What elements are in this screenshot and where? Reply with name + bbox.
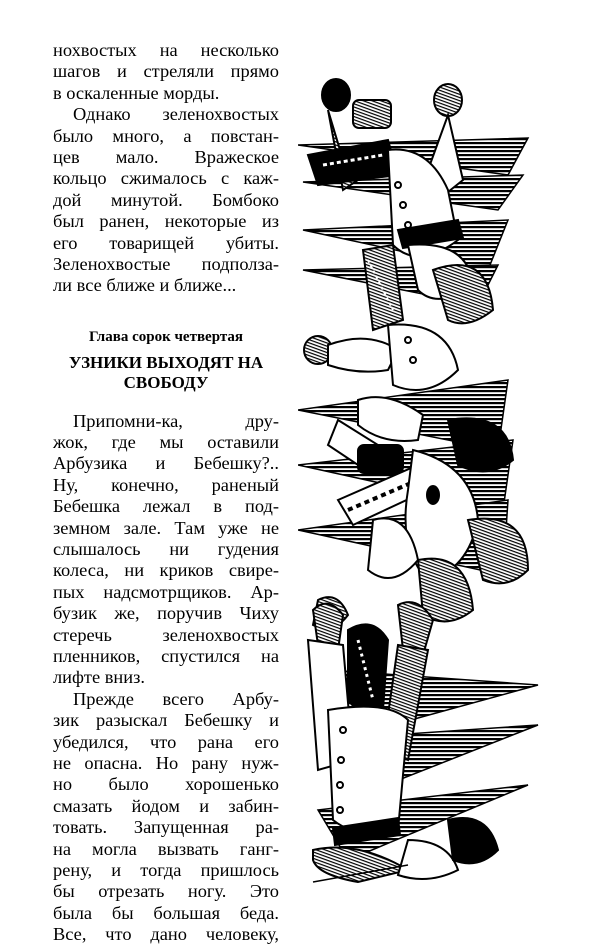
text-line: шагов и стреляли прямо <box>53 61 279 82</box>
text-line: Арбузика и Бебешку?.. <box>53 453 279 474</box>
text-line: не опасна. Но рану нуж- <box>53 752 279 773</box>
chapter-number: Глава сорок четвертая <box>88 328 244 345</box>
text-line: дой минутой. Бомбоко <box>53 189 279 210</box>
text-line: был ранен, некоторые из <box>53 211 279 232</box>
text-line: но было хорошенько <box>53 774 279 795</box>
text-line: рену, и тогда пришлось <box>53 859 279 880</box>
text-line: колеса, ни криков свире- <box>53 560 279 581</box>
text-line: лифте вниз. <box>53 667 145 688</box>
text-line: слышалось ни гудения <box>53 539 279 560</box>
text-line: земном зале. Там уже не <box>53 517 279 538</box>
text-line: Припомни-ка, дру- <box>73 410 279 431</box>
text-line: цев мало. Вражеское <box>53 146 279 167</box>
text-line: кольцо сжималось с каж- <box>53 168 279 189</box>
text-line: на могла вызвать ганг- <box>53 838 279 859</box>
chapter-title-line-2: СВОБОДУ <box>123 372 209 392</box>
spacer <box>53 393 279 411</box>
text-line: товать. Запущенная ра- <box>53 817 279 838</box>
text-column <box>53 40 279 945</box>
crocodile-soldiers-illustration <box>298 70 548 885</box>
text-line: пых надсмотрщиков. Ар- <box>53 581 279 602</box>
text-line: была бы большая беда. <box>53 902 279 923</box>
text-line: бузик же, поручив Чиху <box>53 603 279 624</box>
text-line: его товарищей убиты. <box>53 232 279 253</box>
text-line: жок, где мы оставили <box>53 432 279 453</box>
text-line: в оскаленные морды. <box>53 82 220 103</box>
text-line: смазать йодом и забин- <box>53 795 279 816</box>
text-line: ли все ближе и ближе... <box>53 275 237 296</box>
text-line: бы отрезать ногу. Это <box>53 881 279 902</box>
text-line: Ну, конечно, раненый <box>53 474 279 495</box>
text-line: стеречь зеленохвостых <box>53 624 279 645</box>
text-line: зик разыскал Бебешку и <box>53 710 279 731</box>
chapter-title-line-1: УЗНИКИ ВЫХОДЯТ НА <box>68 352 264 372</box>
text-line: Все, что дано человеку, <box>53 924 279 945</box>
text-line: Бебешка лежал в под- <box>53 496 279 517</box>
text-line: Зеленохвостые подполза- <box>53 253 279 274</box>
text-line: нохвостых на несколько <box>53 40 279 60</box>
text-line: убедился, что рана его <box>53 731 279 752</box>
text-line: пленников, спустился на <box>53 645 279 666</box>
text-line: Однако зеленохвостых <box>73 104 279 125</box>
text-line: Прежде всего Арбу- <box>73 688 279 709</box>
spacer <box>53 297 279 327</box>
text-line: было много, а повстан- <box>53 125 279 146</box>
